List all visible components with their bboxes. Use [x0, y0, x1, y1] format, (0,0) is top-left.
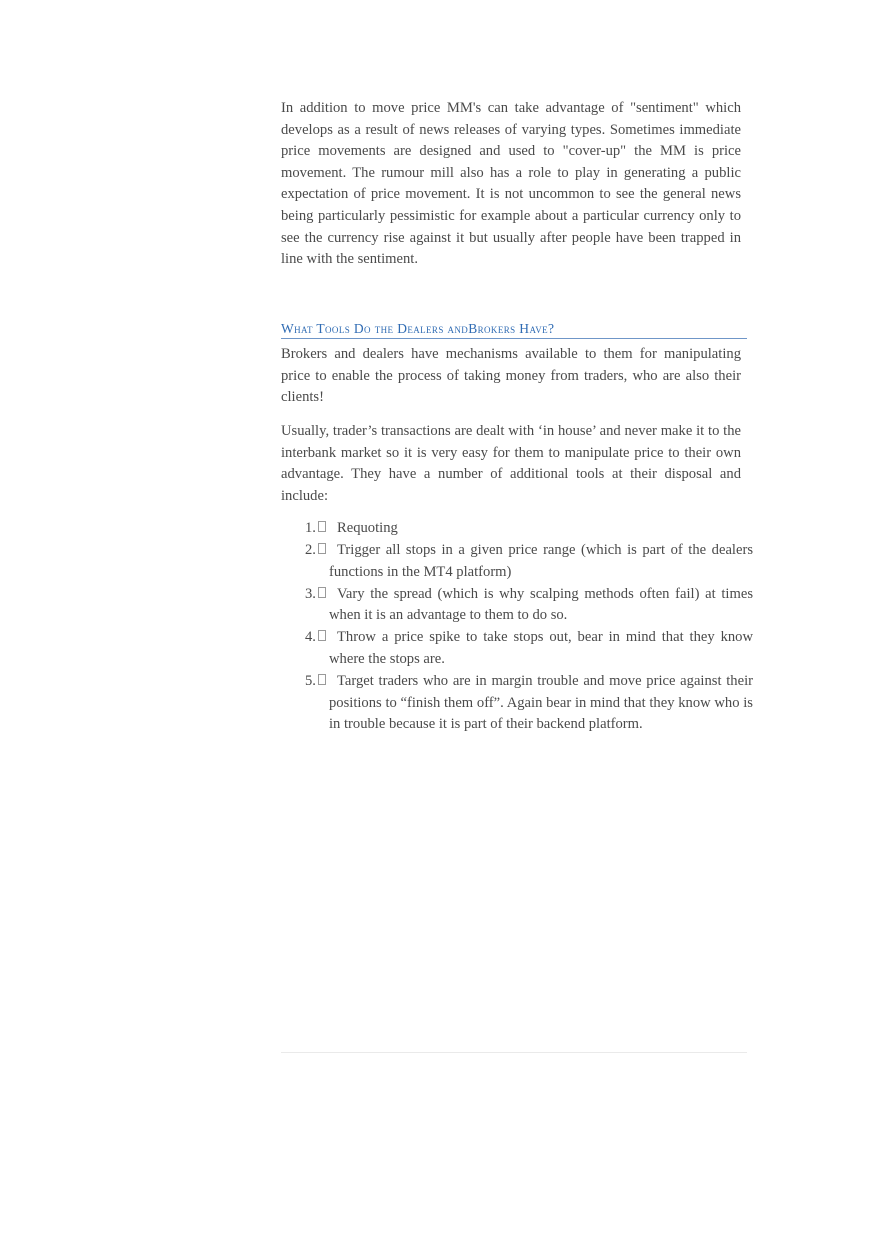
list-item — [305, 540, 753, 583]
list-item — [305, 584, 753, 627]
list-number: 1. — [305, 520, 316, 536]
footer-divider — [281, 1052, 747, 1053]
intro-paragraph: In addition to move price MM's can take advantage of "sentiment" which develops as a result of news releases of varying types. Sometimes immediate price movements are designed and used to "cover-up" the MM is price movement. The rumour mill also has a role to play in generating a public expectation of price movement. It is not uncommon to see the general news being particularly pessimistic for example about a particular currency only to see the currency rise against it but usually after people have been trapped in line with the sentiment. — [281, 100, 741, 268]
section-heading — [281, 320, 747, 339]
list-item-number — [305, 584, 329, 606]
missing-glyph-icon — [318, 630, 326, 641]
list-item — [305, 671, 753, 736]
section-heading-text: What Tools Do the Dealers andBrokers Have? — [281, 321, 555, 336]
section-paragraph-1: Brokers and dealers have mechanisms available to them for manipulating price to enable the process of taking money from traders, who are also their clients! — [281, 346, 741, 406]
list-item — [305, 627, 753, 670]
list-number: 3. — [305, 585, 316, 602]
missing-glyph-icon — [318, 543, 326, 554]
list-number: 2. — [305, 542, 316, 559]
missing-glyph-icon — [318, 674, 326, 685]
list-number: 4. — [305, 629, 316, 646]
list-item-number — [305, 540, 329, 562]
section-paragraph-2: Usually, trader’s transactions are dealt with ‘in house’ and never make it to the interbank market so it is very easy for them to manipulate price to their own advantage. They have a number of additional tools at their disposal and include: — [281, 423, 741, 504]
tools-list — [305, 518, 753, 736]
list-item-text: Requoting — [337, 520, 398, 536]
list-number: 5. — [305, 673, 316, 690]
list-item-number — [305, 671, 329, 693]
missing-glyph-icon — [318, 587, 326, 598]
list-item-text: Throw a price spike to take stops out, bear in mind that they know where the stops are. — [329, 629, 753, 668]
list-item-text: Trigger all stops in a given price range (which is part of the dealers functions in the MT4 platform) — [329, 542, 753, 580]
list-item-text: Target traders who are in margin trouble and move price against their positions to “finish them off”. Again bear in mind that they know who is in trouble because it is part of their backend platform. — [329, 673, 753, 733]
list-item-number — [305, 518, 329, 540]
list-item-number — [305, 627, 329, 649]
list-item — [305, 518, 753, 540]
missing-glyph-icon — [318, 521, 326, 532]
list-item-text: Vary the spread (which is why scalping methods often fail) at times when it is an advantage to them to do so. — [329, 585, 753, 624]
